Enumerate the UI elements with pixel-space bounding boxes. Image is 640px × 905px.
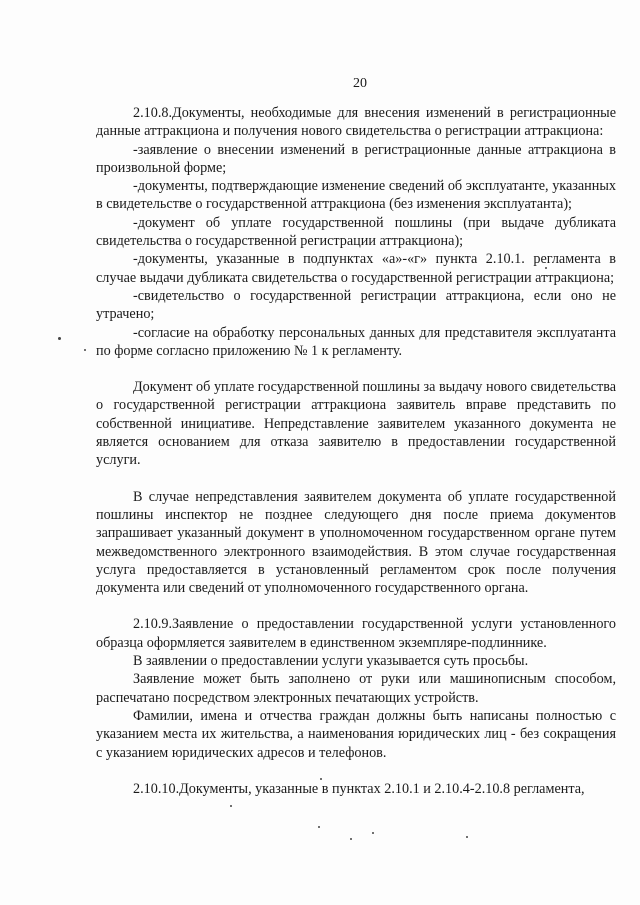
scan-speck xyxy=(84,349,86,351)
paragraph-fill-method: Заявление может быть заполнено от руки или машинописным способом, распечатано посредством электронных печатающих устройств. xyxy=(96,671,616,706)
scan-speck xyxy=(318,826,320,828)
spacer xyxy=(96,597,616,615)
list-item-fee-document: -документ об уплате государственной пошлины (при выдаче дубликата свидетельства о государственной регистрации аттракциона); xyxy=(96,214,616,250)
spacer xyxy=(96,470,616,488)
scan-speck xyxy=(230,805,232,807)
spacer xyxy=(96,360,616,378)
scan-speck xyxy=(350,838,352,840)
scan-speck xyxy=(466,836,468,838)
document-body xyxy=(96,104,616,798)
list-item-operator-documents: -документы, подтверждающие изменение сведений об эксплуатанте, указанных в свидетельстве о государственной аттракциона (без изменения эксплуатанта); xyxy=(96,178,616,213)
list-item-subpoint-documents: -документы, указанные в подпунктах «а»-«г» пункта 2.10.1. регламента в случае выдачи дубликата свидетельства о государственной регистрации аттракциона; xyxy=(96,251,616,286)
list-item-consent: -согласие на обработку персональных данных для представителя эксплуатанта по форме согласно приложению № 1 к регламенту. xyxy=(96,324,616,359)
paragraph-2-10-9: 2.10.9.Заявление о предоставлении государственной услуги установленного образца оформляется заявителем в единственном экземпляре-подлиннике. xyxy=(96,616,616,651)
paragraph-names: Фамилии, имена и отчества граждан должны быть написаны полностью с указанием места их жительства, а наименования юридических лиц - без сокращения с указанием юридических адресов и телефонов. xyxy=(96,707,616,761)
paragraph-non-submission: В случае непредставления заявителем документа об уплате государственной пошлины инспектор не позднее следующего дня после приема документов запрашивает указанный документ в уполномоченном государственном органе путем межведомственного электронного взаимодействия. В этом случае государственная услуга предоставляется в установленный регламентом срок после получения документа или сведений от уполномоченного государственного органа. xyxy=(96,488,616,597)
list-item-certificate: -свидетельство о государственной регистрации аттракциона, если оно не утрачено; xyxy=(96,287,616,323)
paragraph-fee-initiative: Документ об уплате государственной пошлины за выдачу нового свидетельства о государственной регистрации аттракциона заявитель вправе представить по собственной инициативе. Непредставление заявителем указанного документа не является основанием для отказа заявителю в предоставлении государственной услуги. xyxy=(96,379,616,469)
scan-speck xyxy=(58,337,61,340)
paragraph-2-10-8: 2.10.8.Документы, необходимые для внесения изменений в регистрационные данные аттракциона и получения нового свидетельства о регистрации аттракциона: xyxy=(96,105,616,140)
paragraph-2-10-10: 2.10.10.Документы, указанные в пунктах 2.10.1 и 2.10.4-2.10.8 регламента, xyxy=(133,780,585,797)
list-item-application: -заявление о внесении изменений в регистрационные данные аттракциона в произвольной форме; xyxy=(96,141,616,176)
scan-speck xyxy=(372,832,374,834)
paragraph-request-essence: В заявлении о предоставлении услуги указывается суть просьбы. xyxy=(133,653,529,670)
scan-speck xyxy=(320,778,322,780)
scan-speck xyxy=(545,267,547,269)
page-number: 20 xyxy=(353,76,367,91)
spacer xyxy=(96,762,616,780)
